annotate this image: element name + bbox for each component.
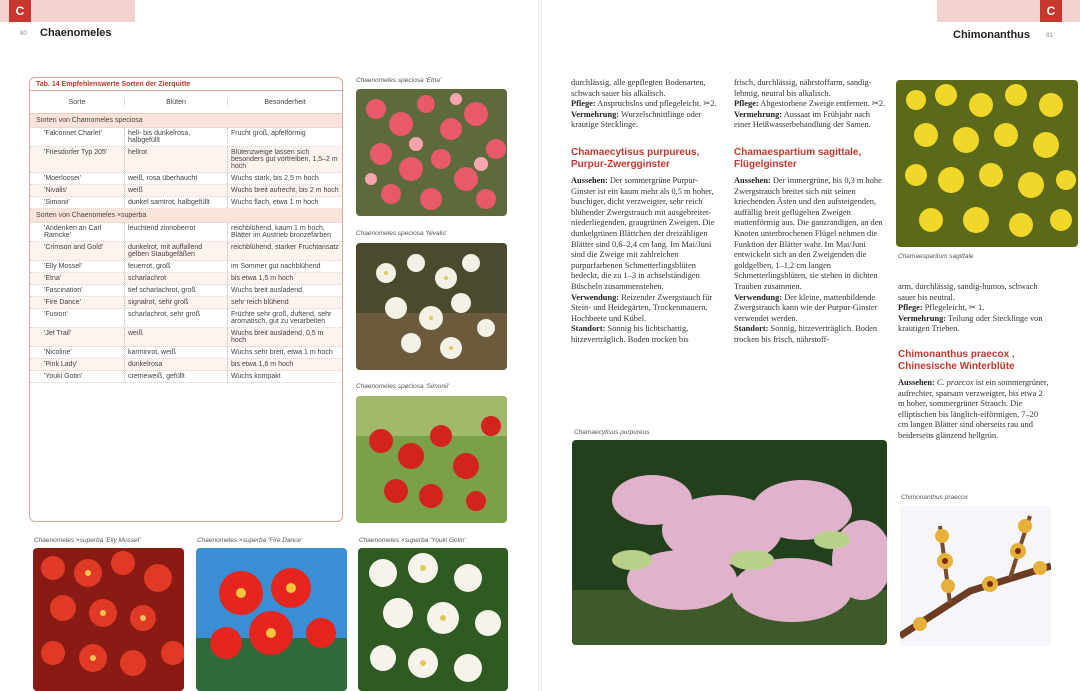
photo-nivalis-image [356,243,507,370]
table-body-speciosa [30,128,342,209]
caption-chimonanthus: Chimonanthus praecox [901,494,968,501]
col3-verm-label: Vermehrung: [898,313,947,323]
heading-chimonanthus: Chimonanthus praecox , Chinesische Winterblüte [898,348,1015,372]
table-cell-sorte: 'Andenken an Carl Ramcke' [44,225,102,239]
table-row [30,328,342,347]
col1-pflege [571,99,719,110]
table-cell-blueten: weiß [124,185,227,196]
left-tab-letter: C [9,0,31,22]
cultivar-table [29,77,343,522]
col2-auss-text: Der immergrüne, bis 0,3 m hohe Zwergstrauch breitet sich mit seinen kriechenden Ästen und den aufsteigenden, auffällig breit geflügelten Zweigen mattenförmig aus. Die ganzrandigen, an den Knoten unterbrochenen Flügel nehmen die Funktion der Blätter wahr. Im Mai/Juni entwickeln sich an den Zweigenden die goldgelben, 1–1,2 cm langen Schmetterlingsblüten, sie stehen in dichten Trauben zusammen. [734,175,883,291]
table-cell-besonderheit: Wuchs stark, bis 2,5 m hoch [227,173,342,184]
text-column-2 [734,78,886,345]
caption-elly: Chaenomeles ×superba 'Elly Mossel' [34,537,141,544]
col3-vermehrung [898,314,1050,335]
photo-simonii-image [356,396,507,523]
table-cell-sorte: 'Fusion' [44,311,68,318]
caption-nivalis: Chaenomeles speciosa 'Nivalis' [356,230,447,237]
table-body-superba [30,223,342,383]
table-cell-sorte: 'Crimson and Gold' [44,244,104,251]
table-row [30,347,342,359]
photo-youki [358,548,508,691]
table-cell-besonderheit: reichblühend, starker Fruchtansatz [227,242,342,260]
table-cell-blueten: weiß, rosa überhaucht [124,173,227,184]
photo-elly [33,548,184,691]
photo-etna-image [356,89,507,216]
table-cell-sorte: 'Fascination' [44,287,83,294]
table-cell-blueten: signalrot, sehr groß [124,297,227,308]
col1-intro: durchlässig, alle gepflegten Bodenarten, schwach sauer bis alkalisch. [571,78,706,98]
table-row [30,223,342,242]
photo-youki-image [358,548,508,691]
caption-youki: Chaenomeles ×superba 'Youki Gotin' [359,537,466,544]
right-running-head: Chimonanthus [953,29,1030,41]
table-cell-sorte: 'Elly Mossel' [44,263,83,270]
table-cell-blueten: dunkel samtrot, halbgefüllt [124,197,227,208]
col2-stand-label: Standort: [734,324,769,334]
col1-pflege-text: Anspruchslos und pflegeleicht. ✂2. [595,99,717,109]
table-section-speciosa: Sorten von Chamomeles speciosa [30,114,342,128]
col2-stand-text: Sonnig, hitzeverträglich. Boden trocken bis frisch, nährstoff- [734,324,878,344]
left-running-head: Chaenomeles [40,27,112,39]
header-blueten: Blüten [124,99,227,106]
table-cell-besonderheit: Frucht groß, apfelförmig [227,128,342,146]
table-cell-sorte: 'Nicoline' [44,349,72,356]
col3-pflege-label: Pflege: [898,303,923,313]
col2-standort [734,324,886,345]
table-cell-besonderheit: Wuchs breit ausladend, 0,5 m hoch [227,328,342,346]
table-cell-besonderheit: bis etwa 1,6 m hoch [227,359,342,370]
photo-chamaespartium [896,80,1078,247]
table-cell-sorte: 'Etna' [44,275,62,282]
photo-simonii [356,396,507,523]
table-row [30,173,342,185]
heading-chamaecytisus: Chamaecytisus purpureus, Purpur-Zwergginster [571,146,700,170]
col3-verm-text: Teilung oder Stecklinge von krautigen Trieben. [898,313,1043,334]
table-row [30,359,342,371]
table-cell-sorte: 'Fire Dance' [44,299,81,306]
col1-stand-text: Sonnig bis lichtschattig, hitzeverträglich. Boden trocken bis [571,324,689,344]
header-sorte: Sorte [68,98,86,106]
table-row [30,197,342,209]
table-cell-blueten: hellrot [124,147,227,172]
header-besonderheit: Besonderheit [227,99,342,106]
table-cell-sorte: 'Moerloosei' [44,175,81,182]
table-cell-sorte: 'Nivalis' [44,187,68,194]
col2-verm-text: Aussaat im Frühjahr nach einer Heißwasserbehandlung der Samen. [734,109,871,130]
col2-verm-label: Vermehrung: [734,109,783,119]
col1-auss-label: Aussehen: [571,175,608,185]
table-cell-blueten: karminrot, weiß [124,347,227,358]
table-cell-besonderheit: bis etwa 1,5 m hoch [227,273,342,284]
table-cell-blueten: leuchtend zinnoberrot [124,223,227,241]
text-column-3 [898,282,1050,442]
photo-fire [196,548,347,691]
photo-chimonanthus-image [900,506,1051,646]
table-cell-besonderheit: Früchte sehr groß, duftend, sehr aromatisch, gut zu verarbeiten [227,309,342,327]
table-row [30,128,342,147]
table-header [30,91,342,114]
table-cell-blueten: tief scharlachrot, groß [124,285,227,296]
table-cell-sorte: 'Youki Gotin' [44,373,83,380]
col3-pflege [898,303,1050,314]
table-row [30,309,342,328]
table-row [30,261,342,273]
col1-auss-text: Der sommergrüne Purpur-Ginster ist ein kaum mehr als 0,5 m hoher, buschiger, dicht verzweigter, sehr reich blühender Zwergstrauch mit ausgebreitet-niederliegenden, graugrünen Zweigen. Die dunkelgrünen Blättchen der dreizähligen Blätter sind 0,6–2,4 cm lang. Im Mai/Juni sind die Zweige mit zahlreichen purpurfarbenen Schmetterlingsblüten bedeckt, die zu 1–3 in achselständigen Büscheln zusammenstehen. [571,175,715,291]
photo-chamaespartium-image [896,80,1078,247]
col1-aussehen [571,176,719,293]
table-row [30,242,342,261]
table-cell-blueten: dunkelrosa [124,359,227,370]
table-row [30,285,342,297]
col1-pflege-label: Pflege: [571,99,596,109]
photo-chamaecytisus [572,440,887,645]
table-cell-besonderheit: Wuchs sehr breit, etwa 1 m hoch [227,347,342,358]
table-cell-besonderheit: Blütenzweige lassen sich besonders gut vortreiben, 1,5–2 m hoch [227,147,342,172]
table-cell-blueten: scharlachrot [124,273,227,284]
table-cell-blueten: weiß [124,328,227,346]
col1-vermehrung [571,110,719,131]
col3-intro: arm, durchlässig, sandig-humos, schwach sauer bis neutral. [898,282,1038,302]
col3-auss-label: Aussehen: [898,377,935,387]
table-cell-blueten: feuerrot, groß [124,261,227,272]
col3-auss-text: ist ein sommergrüner, aufrechter, sparsam verzweigter, bis etwa 2 m hoher, sommergrüner Strauch. Die elliptischen bis länglich-eiförmigen, 7–20 cm langen Blätter sind oberseits rau und beiderseits glänzend hellgrün. [898,377,1049,440]
book-gutter [538,0,542,691]
table-cell-besonderheit: Wuchs flach, etwa 1 m hoch [227,197,342,208]
col1-verm-label: Vermehrung: [571,109,620,119]
table-cell-blueten: cremeweiß, gefüllt [124,371,227,382]
table-cell-blueten: scharlachrot, sehr groß [124,309,227,327]
table-cell-besonderheit: Wuchs kompakt [227,371,342,382]
heading-chamaespartium: Chamaespartium sagittale, Flügelginster [734,146,862,170]
photo-chimonanthus [900,506,1051,646]
table-row [30,297,342,309]
col1-verm-text: Wurzelschnittlinge oder krautige Stecklinge. [571,109,702,130]
col2-aussehen [734,176,886,293]
col2-auss-label: Aussehen: [734,175,771,185]
photo-chamaecytisus-image [572,440,887,645]
table-row [30,371,342,383]
table-cell-sorte: 'Jet Trail' [44,330,72,337]
table-cell-besonderheit: Wuchs breit ausladend [227,285,342,296]
col1-standort [571,324,719,345]
col2-verw-label: Verwendung: [734,292,783,302]
caption-chamaespartium: Chamaespartium sagittale [898,253,974,260]
col3-auss-emph: C. praecox [934,377,974,387]
table-cell-blueten: dunkelrot, mit auffallend gelben Staubgefäßen [124,242,227,260]
col1-verwendung [571,293,719,325]
table-row [30,147,342,173]
table-cell-sorte: 'Simonii' [44,199,70,206]
col2-pflege-text: Abgestorbene Zweige entfernen. ✂2. [758,99,886,109]
table-row [30,273,342,285]
caption-etna: Chaenomeles speciosa 'Etna' [356,77,442,84]
right-tab-letter: C [1040,0,1062,22]
table-cell-sorte: 'Friesdorfer Typ 205' [44,149,108,156]
table-row [30,185,342,197]
table-cell-blueten: hell- bis dunkelrosa, halbgefüllt [124,128,227,146]
photo-nivalis [356,243,507,370]
col2-verw-text: Der kleine, mattenbildende Zwergstrauch kann wie der Purpur-Ginster verwendet werden. [734,292,878,323]
caption-chamaecytisus: Chamaecytisus purpureus [574,429,650,436]
col3-pflege-text: Pflegeleicht, ✂ 1. [922,303,985,313]
photo-fire-image [196,548,347,691]
left-page-number: 80 [20,31,27,37]
col3-aussehen [898,378,1050,442]
text-column-1 [571,78,719,345]
caption-fire: Chaenomeles ×superba 'Fire Dance' [197,537,303,544]
table-cell-besonderheit: im Sommer gut nachblühend [227,261,342,272]
col1-stand-label: Standort: [571,324,606,334]
table-caption: Tab. 14 Empfehlenswerte Sorten der Zierquitte [30,78,342,91]
table-section-superba: Sorten von Chaenomeles ×superba [30,209,342,223]
col2-vermehrung [734,110,886,131]
col2-verwendung [734,293,886,325]
photo-elly-image [33,548,184,691]
table-cell-besonderheit: reichblühend, kaum 1 m hoch, Blätter im Austrieb bronzefarben [227,223,342,241]
table-cell-sorte: 'Falconnet Charlet' [44,130,102,137]
table-cell-sorte: 'Pink Lady' [44,361,78,368]
col1-verw-text: Reizender Zwergstauch für Stein- und Heidegärten, Trockenmauern, Hochbeete und Kübel. [571,292,713,323]
col1-verw-label: Verwendung: [571,292,620,302]
table-cell-besonderheit: sehr reich blühend [227,297,342,308]
col2-pflege [734,99,886,110]
col2-pflege-label: Pflege: [734,99,759,109]
table-cell-besonderheit: Wuchs breit aufrecht, bis 2 m hoch [227,185,342,196]
col2-intro: frisch, durchlässig, nährstoffarm, sandig-lehmig, neutral bis alkalisch. [734,78,872,98]
right-page-number: 81 [1046,33,1053,39]
photo-etna [356,89,507,216]
caption-simonii: Chaenomeles speciosa 'Simonii' [356,383,450,390]
